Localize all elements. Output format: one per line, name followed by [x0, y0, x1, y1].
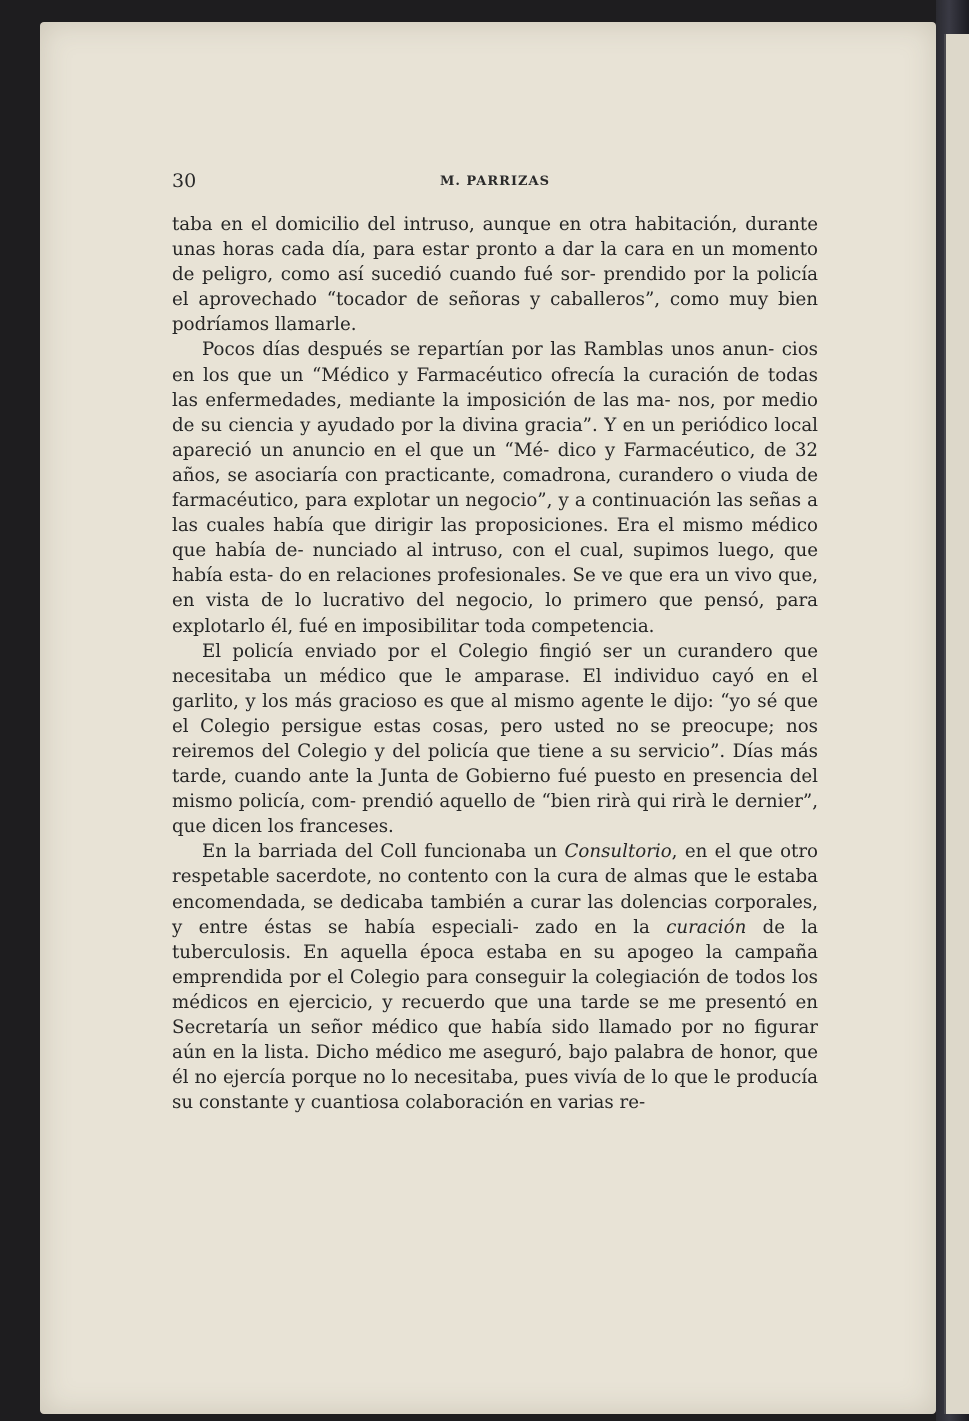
paragraph-4-text-2: , en el que otro respetable sacerdote, no contento con la cura de almas que le estaba encomendada, se dedicaba también a curar las dolencias corporales, y entre éstas se había especiali- zado en la: [172, 841, 818, 938]
paragraph-1: taba en el domicilio del intruso, aunque en otra habitación, durante unas horas cada día, para estar pronto a dar la cara en un momento de peligro, como así sucedió cuando fué sor- prendido por la policía el aprovechado “tocador de señoras y caballeros”, como muy bien podríamos llamarle.: [172, 214, 818, 336]
body-text: [172, 212, 818, 1115]
paragraph-4-text-1: En la barriada del Coll funcionaba un: [202, 841, 565, 863]
italic-curacion: curación: [666, 916, 747, 938]
italic-consultorio: Consultorio: [564, 841, 672, 863]
paragraph-4: [172, 839, 818, 1115]
running-head: M. PARRIZAS: [439, 174, 550, 189]
adjacent-page-edge: [944, 34, 969, 1414]
page-header: [172, 170, 818, 194]
page-number: 30: [172, 170, 197, 192]
paragraph-3: El policía enviado por el Colegio fingió ser un curandero que necesitaba un médico que le amparase. El individuo cayó en el garlito, y los más gracioso es que al mismo agente le dijo: “yo sé que el Colegio persigue estas cosas, pero usted no se preocupe; nos reiremos del Colegio y del policía que tiene a su servicio”. Días más tarde, cuando ante la Junta de Gobierno fué puesto en presencia del mismo policía, com- prendió aquello de “bien rirà qui rirà le dernier”, que dicen los franceses.: [172, 640, 818, 838]
paragraph-4-text-3: de la tuberculosis. En aquella época estaba en su apogeo la campaña emprendida por el Colegio para conseguir la colegiación de todos los médicos en ejercicio, y recuerdo que una tarde se me presentó en Secretaría un señor médico que había sido llamado por no figurar aún en la lista. Dicho médico me aseguró, bajo palabra de honor, que él no ejercía porque no lo necesitaba, pues vivía de lo que le producía su constante y cuantiosa colaboración en varias re-: [172, 916, 818, 1114]
paragraph-2: Pocos días después se repartían por las Ramblas unos anun- cios en los que un “Médico y Farmacéutico ofrecía la curación de todas las enfermedades, mediante la imposición de las ma- nos, por medio de su ciencia y ayudado por la divina gracia”. Y en un periódico local apareció un anuncio en el que un “Mé- dico y Farmacéutico, de 32 años, se asociaría con practicante, comadrona, curandero o viuda de farmacéutico, para explotar un negocio”, y a continuación las señas a las cuales había que dirigir las proposiciones. Era el mismo médico que había de- nunciado al intruso, con el cual, supimos luego, que había esta- do en relaciones profesionales. Se ve que era un vivo que, en vista de lo lucrativo del negocio, lo primero que pensó, para explotarlo él, fué en imposibilitar toda competencia.: [172, 339, 818, 637]
